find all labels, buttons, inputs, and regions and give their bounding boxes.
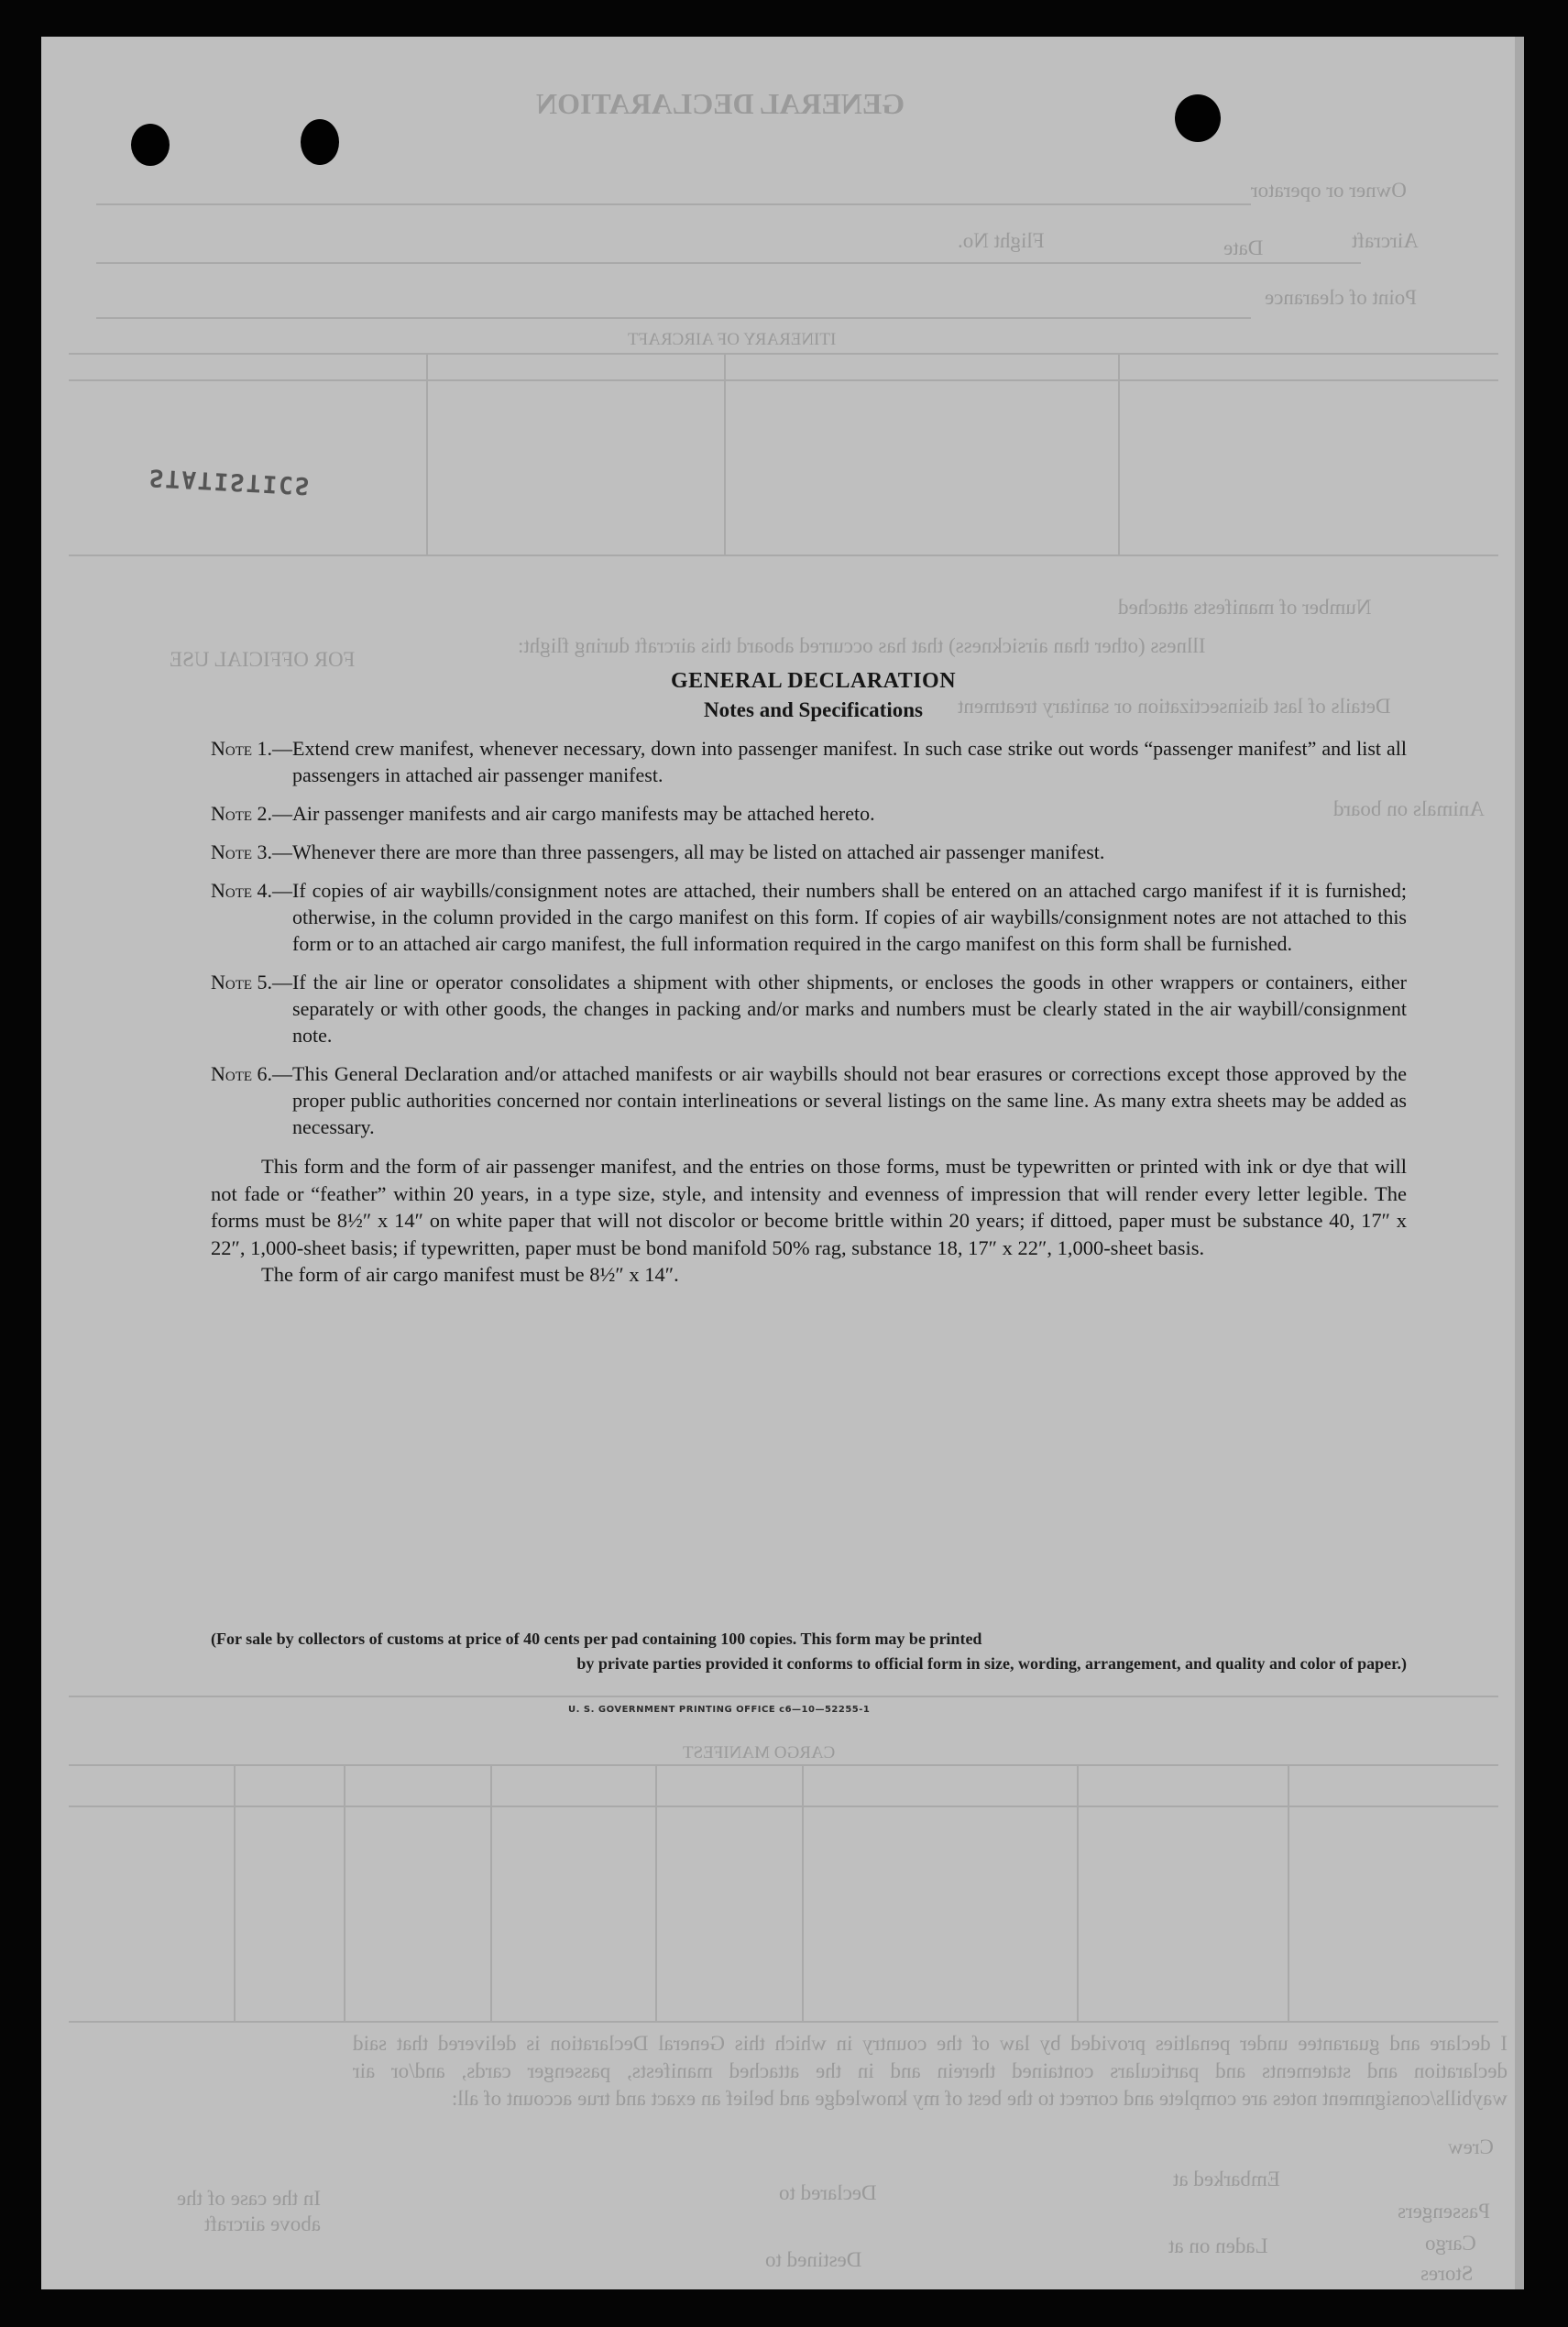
bleed-line bbox=[96, 203, 1251, 205]
punch-hole-left bbox=[131, 124, 170, 166]
bleed-animals: Animals on board bbox=[1333, 797, 1485, 820]
sale-note bbox=[211, 1627, 1407, 1676]
bleed-declared: Declared to bbox=[779, 2181, 877, 2204]
bleed-destined: Destined to bbox=[765, 2248, 862, 2271]
bleed-box bbox=[1118, 353, 1120, 554]
bleed-owner: Owner or operator bbox=[1251, 179, 1407, 202]
bleed-cargo-manifest: CARGO MANIFEST bbox=[683, 1743, 836, 1762]
bleed-illness: Illness (other than airsickness) that has occurred aboard this aircraft during flight: bbox=[518, 634, 1206, 657]
paper-requirements-text: This form and the form of air passenger manifest, and the entries on those forms, must be typewritten or printed with ink or dye that will not fade or “feather” within 20 years, in a type size, style, and intensity and evenness of impression that will render every letter legible. The forms must be 8½″ x 14″ on white paper that will not discolor or become brittle within 20 years; if dittoed, paper must be substance 40, 17″ x 22″, 1,000-sheet basis; if typewritten, paper must be bond manifold 50% rag, substance 18, 17″ x 22″, 1,000-sheet basis. bbox=[211, 1155, 1407, 1259]
bleed-in-case: In the case of the above aircraft bbox=[176, 2187, 321, 2235]
bleed-title: GENERAL DECLARATION bbox=[536, 87, 905, 120]
bleed-embarked: Embarked at bbox=[1173, 2168, 1280, 2190]
note-text: This General Declaration and/or attached manifests or air waybills should not bear erasures or corrections except those approved by the proper public authorities concerned nor contain interlineations or several listings on the same line. As many extra sheets may be added as necessary. bbox=[292, 1062, 1407, 1138]
bleed-box bbox=[69, 2021, 1498, 2023]
bleed-aircraft: Aircraft bbox=[1352, 229, 1419, 252]
bleed-box bbox=[69, 554, 1498, 556]
bleed-box bbox=[1288, 1764, 1289, 2021]
bleed-box bbox=[490, 1764, 492, 2021]
note-3: Note 3. — Whenever there are more than three passengers, all may be listed on attached air passenger manifest. bbox=[211, 839, 1407, 865]
note-4: Note 4. — If copies of air waybills/consignment notes are attached, their numbers shall be entered on an attached cargo manifest if it is furnished; otherwise, in the column provided in the cargo manifest on this form. If copies of air waybills/consignment notes are not attached to this form or to an attached air cargo manifest, the full information required in the cargo manifest on this form shall be furnished. bbox=[211, 879, 1407, 955]
bleed-passengers: Passengers bbox=[1398, 2200, 1490, 2223]
punch-hole-right bbox=[1175, 94, 1221, 142]
bleed-line bbox=[96, 262, 1361, 264]
note-label: Note 4. bbox=[211, 879, 273, 902]
punch-hole-middle bbox=[301, 119, 339, 165]
bleed-box bbox=[1077, 1764, 1079, 2021]
note-label: Note 3. bbox=[211, 840, 273, 863]
notes-list bbox=[211, 735, 1407, 1140]
note-text: Air passenger manifests and air cargo manifests may be attached hereto. bbox=[292, 802, 875, 825]
bleed-itinerary: ITINERARY OF AIRCRAFT bbox=[628, 330, 837, 349]
note-label: Note 1. bbox=[211, 737, 273, 760]
form-sheet bbox=[41, 37, 1524, 2289]
bleed-official: FOR OFFICIAL USE bbox=[170, 648, 356, 671]
bleed-manifests: Number of manifests attached bbox=[1118, 596, 1372, 619]
bleed-box bbox=[69, 379, 1498, 381]
bleed-box bbox=[69, 353, 1498, 355]
bleed-box bbox=[344, 1764, 345, 2021]
bleed-box bbox=[69, 1764, 1498, 1766]
note-text: If the air line or operator consolidates a shipment with other shipments, or encloses the goods in other wrappers or containers, either separately or with other goods, the changes in packing and/or marks and numbers must be clearly stated in the air waybill/consignment note. bbox=[292, 971, 1407, 1047]
bleed-disinsect: Details of last disinsectization or sanitary treatment bbox=[958, 695, 1391, 718]
note-1: Note 1. — Extend crew manifest, whenever necessary, down into passenger manifest. In such case strike out words “passenger manifest” and list all passengers in attached air passenger manifest. bbox=[211, 737, 1407, 786]
bleed-declaration: I declare and guarantee under penalties provided by law of the country in which this General Declaration is delivered that said declaration and statements and particulars contained therein and in the attached manifests, passenger cards, and/or air waybills/consignment notes are complete and correct to the best of my knowledge and belief an exact and true account of all: bbox=[353, 2032, 1508, 2110]
bleed-box bbox=[234, 1764, 236, 2021]
sale-note-line-1: (For sale by collectors of customs at price of 40 cents per pad containing 100 copies. This form may be printed bbox=[211, 1630, 982, 1648]
bleed-crew: Crew bbox=[1448, 2135, 1494, 2158]
note-label: Note 6. bbox=[211, 1062, 273, 1085]
bleed-flight: Flight No. bbox=[958, 229, 1045, 252]
bleed-box bbox=[802, 1764, 804, 2021]
page-edge bbox=[1515, 37, 1524, 2289]
bleed-laden: Laden on at bbox=[1168, 2234, 1268, 2257]
note-label: Note 2. bbox=[211, 802, 273, 825]
paper-requirements bbox=[211, 1153, 1407, 1289]
page-title: GENERAL DECLARATION bbox=[670, 669, 957, 693]
note-text: Extend crew manifest, whenever necessary, down into passenger manifest. In such case strike out words “passenger manifest” and list all passengers in attached air passenger manifest. bbox=[292, 737, 1407, 786]
note-label: Note 5. bbox=[211, 971, 273, 993]
cargo-manifest-size: The form of air cargo manifest must be 8½″ x 14″. bbox=[261, 1263, 679, 1286]
statistics-stamp: STATISTICS bbox=[148, 463, 313, 499]
note-2: Note 2. — Air passenger manifests and air cargo manifests may be attached hereto. bbox=[211, 800, 1407, 827]
bleed-date: Date bbox=[1223, 236, 1264, 259]
note-6: Note 6. — This General Declaration and/or attached manifests or air waybills should not bear erasures or corrections except those approved by the proper public authorities concerned nor contain interlineations or several listings on the same line. As many extra sheets may be added as necessary. bbox=[211, 1062, 1407, 1138]
printer-imprint: U. S. GOVERNMENT PRINTING OFFICE c6—10—52255-1 bbox=[568, 1705, 871, 1715]
note-text: Whenever there are more than three passengers, all may be listed on attached air passenger manifest. bbox=[292, 840, 1105, 863]
bleed-line bbox=[96, 317, 1251, 319]
bleed-box bbox=[724, 353, 726, 554]
bleed-box bbox=[655, 1764, 657, 2021]
page-subtitle: Notes and Specifications bbox=[704, 698, 923, 721]
notes-section bbox=[211, 669, 1407, 1289]
bleed-clearance: Point of clearance bbox=[1265, 286, 1418, 309]
bleed-stores: Stores bbox=[1420, 2262, 1474, 2285]
bleed-cargo: Cargo bbox=[1425, 2232, 1476, 2255]
note-text: If copies of air waybills/consignment notes are attached, their numbers shall be entered on an attached cargo manifest if it is furnished; otherwise, in the column provided in the cargo manifest on this form. If copies of air waybills/consignment notes are not attached to this form or to an attached air cargo manifest, the full information required in the cargo manifest on this form shall be furnished. bbox=[292, 879, 1407, 955]
bleed-box bbox=[69, 1806, 1498, 1807]
note-5: Note 5. — If the air line or operator consolidates a shipment with other shipments, or encloses the goods in other wrappers or containers, either separately or with other goods, the changes in packing and/or marks and numbers must be clearly stated in the air waybill/consignment note. bbox=[211, 971, 1407, 1047]
bleed-box bbox=[426, 353, 428, 554]
sale-note-line-2: by private parties provided it conforms to official form in size, wording, arrangement, and quality and color of paper.) bbox=[576, 1654, 1407, 1673]
bleed-box bbox=[69, 1696, 1498, 1697]
